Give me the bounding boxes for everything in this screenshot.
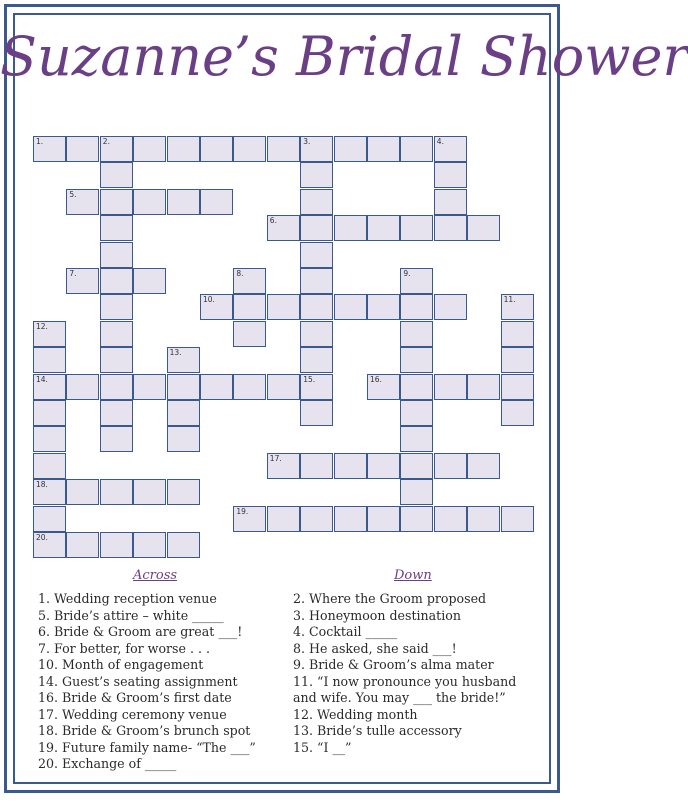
grid-cell[interactable]	[200, 189, 233, 215]
clue-across: 17. Wedding ceremony venue	[38, 706, 227, 722]
grid-cell[interactable]	[133, 374, 166, 400]
grid-cell[interactable]	[367, 294, 400, 320]
clue-across: 19. Future family name- “The ___”	[38, 739, 256, 755]
page-title: Suzanne’s Bridal Shower	[0, 25, 688, 88]
grid-cell[interactable]	[501, 347, 534, 373]
grid-cell[interactable]	[434, 294, 467, 320]
grid-cell[interactable]	[233, 321, 266, 347]
grid-cell[interactable]	[100, 321, 133, 347]
clue-number: 1.	[36, 137, 44, 146]
grid-cell[interactable]	[467, 506, 500, 532]
grid-cell[interactable]	[434, 215, 467, 241]
grid-cell[interactable]	[400, 453, 433, 479]
grid-cell[interactable]	[167, 532, 200, 558]
grid-cell[interactable]	[267, 374, 300, 400]
clue-down: 9. Bride & Groom’s alma mater	[293, 657, 494, 672]
grid-cell[interactable]	[167, 136, 200, 162]
grid-cell[interactable]	[100, 532, 133, 558]
clue-number: 11.	[503, 295, 516, 305]
clue-number: 8.	[236, 269, 244, 278]
grid-cell[interactable]	[400, 294, 433, 320]
grid-cell[interactable]	[434, 162, 467, 188]
grid-cell[interactable]	[33, 479, 66, 505]
across-clues	[38, 591, 256, 773]
across-heading: Across	[133, 568, 178, 583]
grid-cell[interactable]	[133, 136, 166, 162]
grid-cell[interactable]	[133, 532, 166, 558]
grid-cell[interactable]	[33, 453, 66, 479]
grid-cell[interactable]	[300, 294, 333, 320]
grid-cell[interactable]	[334, 136, 367, 162]
grid-cell[interactable]	[100, 400, 133, 426]
grid-cell[interactable]	[200, 294, 233, 320]
clue-number: 9.	[403, 269, 411, 278]
grid-cell[interactable]	[501, 374, 534, 400]
grid-cell[interactable]	[267, 215, 300, 241]
clue-number: 4.	[436, 137, 444, 146]
clue-number: 3.	[303, 137, 311, 146]
grid-cell[interactable]	[233, 268, 266, 294]
clue-number: 13.	[169, 348, 182, 358]
grid-cell[interactable]	[167, 426, 200, 452]
grid-cell[interactable]	[33, 347, 66, 373]
clue-across: 20. Exchange of _____	[38, 756, 177, 771]
grid-cell[interactable]	[334, 506, 367, 532]
grid-cell[interactable]	[167, 347, 200, 373]
clue-down: 11. “I now pronounce you husband	[293, 673, 517, 689]
grid-cell[interactable]	[334, 294, 367, 320]
grid-cell[interactable]	[100, 426, 133, 452]
grid-cell[interactable]	[367, 136, 400, 162]
grid-cell[interactable]	[300, 242, 333, 268]
clue-down: 4. Cocktail _____	[293, 624, 398, 639]
grid-cell[interactable]	[400, 506, 433, 532]
clue-across: 7. For better, for worse . . .	[38, 640, 210, 656]
grid-cell[interactable]	[400, 136, 433, 162]
grid-cell[interactable]	[267, 453, 300, 479]
grid-cell[interactable]	[267, 506, 300, 532]
grid-cell[interactable]	[400, 347, 433, 373]
grid-cell[interactable]	[100, 374, 133, 400]
clue-down: 15. “I __”	[293, 739, 352, 755]
clue-down: and wife. You may ___ the bride!”	[293, 690, 506, 705]
grid-cell[interactable]	[100, 136, 133, 162]
clue-across: 18. Bride & Groom’s brunch spot	[38, 723, 251, 738]
grid-cell[interactable]	[434, 189, 467, 215]
clue-down: 12. Wedding month	[293, 706, 418, 722]
grid-cell[interactable]	[300, 400, 333, 426]
grid-cell[interactable]	[167, 400, 200, 426]
down-clues	[293, 591, 516, 756]
grid-cell[interactable]	[100, 294, 133, 320]
clue-down: 8. He asked, she said ___!	[293, 640, 457, 656]
grid-cell[interactable]	[400, 479, 433, 505]
grid-cell[interactable]	[100, 162, 133, 188]
grid-cell[interactable]	[100, 215, 133, 241]
clue-number: 10.	[203, 295, 215, 305]
clue-down: 13. Bride’s tulle accessory	[293, 723, 462, 738]
grid-cell[interactable]	[467, 453, 500, 479]
clue-number: 15.	[303, 374, 316, 384]
grid-cell[interactable]	[33, 532, 66, 558]
clue-number: 5.	[69, 189, 77, 199]
grid-cell[interactable]	[66, 268, 99, 294]
grid-cell[interactable]	[100, 268, 133, 294]
grid-cell[interactable]	[33, 400, 66, 426]
grid-cell[interactable]	[300, 136, 333, 162]
grid-cell[interactable]	[33, 506, 66, 532]
grid-cell[interactable]	[167, 374, 200, 400]
grid-cell[interactable]	[200, 136, 233, 162]
grid-cell[interactable]	[501, 400, 534, 426]
grid-cell[interactable]	[501, 321, 534, 347]
grid-cell[interactable]	[300, 162, 333, 188]
grid-cell[interactable]	[233, 136, 266, 162]
clue-number: 20.	[36, 533, 48, 542]
clue-number: 12.	[36, 321, 48, 331]
grid-cell[interactable]	[133, 479, 166, 505]
grid-cell[interactable]	[133, 268, 166, 294]
grid-cell[interactable]	[334, 215, 367, 241]
grid-cell[interactable]	[434, 374, 467, 400]
clue-number: 2.	[102, 137, 110, 146]
grid-cell[interactable]	[501, 294, 534, 320]
grid-cell[interactable]	[100, 242, 133, 268]
clue-across: 16. Bride & Groom’s first date	[38, 690, 232, 705]
grid-cell[interactable]	[467, 374, 500, 400]
grid-cell[interactable]	[501, 506, 534, 532]
grid-cell[interactable]	[367, 215, 400, 241]
grid-cell[interactable]	[300, 347, 333, 373]
grid-cell[interactable]	[434, 136, 467, 162]
grid-cell[interactable]	[233, 374, 266, 400]
grid-cell[interactable]	[167, 479, 200, 505]
clue-down: 2. Where the Groom proposed	[293, 591, 487, 606]
grid-cell[interactable]	[300, 506, 333, 532]
grid-cell[interactable]	[400, 321, 433, 347]
grid-cell[interactable]	[400, 268, 433, 294]
clue-across: 14. Guest’s seating assignment	[38, 673, 238, 689]
grid-cell[interactable]	[233, 294, 266, 320]
grid-cell[interactable]	[334, 453, 367, 479]
grid-cell[interactable]	[33, 321, 66, 347]
grid-cell[interactable]	[400, 215, 433, 241]
grid-cell[interactable]	[33, 374, 66, 400]
grid-cell[interactable]	[434, 506, 467, 532]
grid-cell[interactable]	[100, 189, 133, 215]
grid-cell[interactable]	[66, 189, 99, 215]
grid-cell[interactable]	[100, 347, 133, 373]
clue-across: 6. Bride & Groom are great ___!	[38, 624, 243, 639]
grid-cell[interactable]	[66, 374, 99, 400]
grid-cell[interactable]	[367, 374, 400, 400]
grid-cell[interactable]	[200, 374, 233, 400]
grid-cell[interactable]	[367, 506, 400, 532]
grid-cell[interactable]	[400, 426, 433, 452]
grid-cell[interactable]	[133, 189, 166, 215]
grid-cell[interactable]	[300, 215, 333, 241]
grid-cell[interactable]	[167, 189, 200, 215]
grid-cell[interactable]	[33, 136, 66, 162]
clue-number: 19.	[236, 506, 249, 516]
grid-cell[interactable]	[300, 268, 333, 294]
grid-cell[interactable]	[100, 479, 133, 505]
grid-cell[interactable]	[300, 453, 333, 479]
grid-cell[interactable]	[434, 453, 467, 479]
clue-number: 6.	[269, 216, 277, 226]
clue-across: 5. Bride’s attire – white _____	[38, 607, 224, 623]
grid-cell[interactable]	[267, 294, 300, 320]
grid-cell[interactable]	[66, 136, 99, 162]
clue-number: 7.	[69, 269, 77, 278]
grid-cell[interactable]	[300, 374, 333, 400]
clue-number: 14.	[36, 374, 48, 384]
grid-cell[interactable]	[400, 400, 433, 426]
grid-cell[interactable]	[33, 426, 66, 452]
clue-across: 1. Wedding reception venue	[38, 591, 217, 606]
grid-cell[interactable]	[367, 453, 400, 479]
clue-number: 18.	[36, 480, 48, 490]
grid-cell[interactable]	[467, 215, 500, 241]
down-heading: Down	[394, 568, 432, 583]
clue-number: 16.	[370, 374, 382, 384]
grid-cell[interactable]	[233, 506, 266, 532]
grid-cell[interactable]	[300, 321, 333, 347]
grid-cell[interactable]	[267, 136, 300, 162]
clue-across: 10. Month of engagement	[38, 657, 204, 672]
grid-cell[interactable]	[66, 479, 99, 505]
grid-cell[interactable]	[66, 532, 99, 558]
clue-number: 17.	[269, 453, 282, 463]
clue-down: 3. Honeymoon destination	[293, 607, 461, 623]
grid-cell[interactable]	[400, 374, 433, 400]
grid-cell[interactable]	[300, 189, 333, 215]
